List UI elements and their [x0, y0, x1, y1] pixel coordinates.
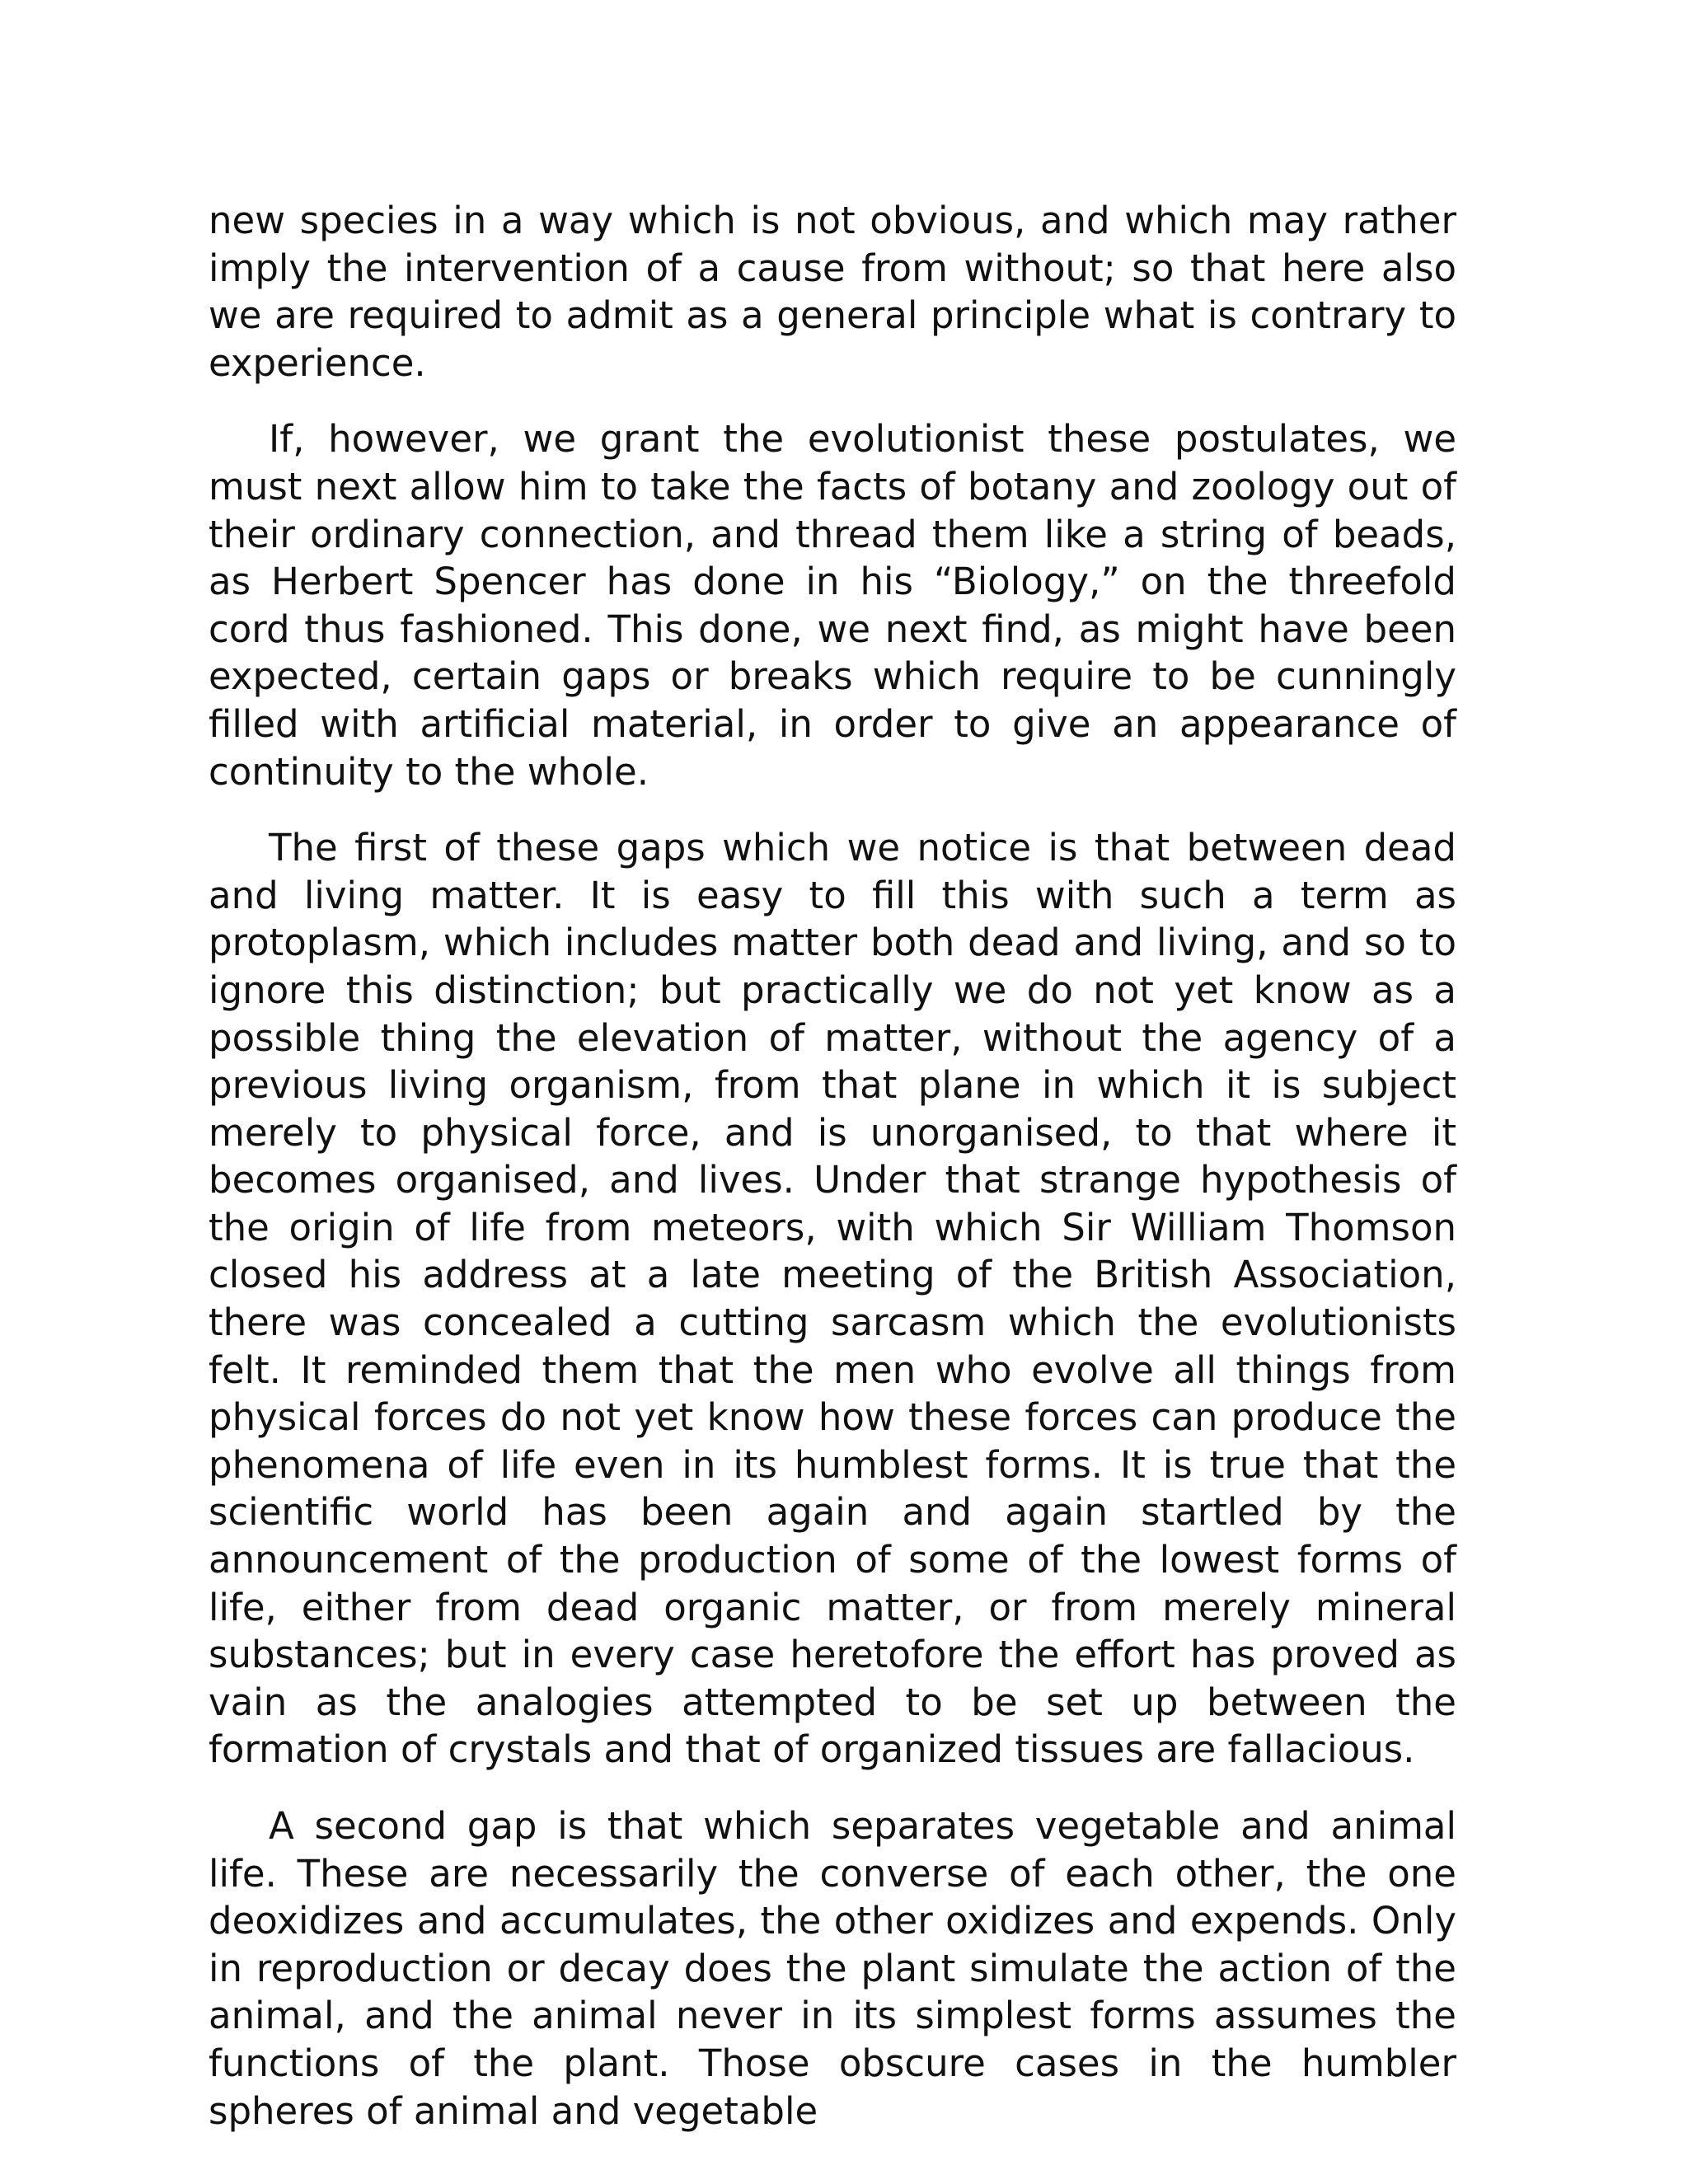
paragraph-vegetable-animal-gap: A second gap is that which separates vegetable and animal life. These are necessarily the converse of each other, the one deoxidizes and accumulates, the other oxidizes and expends. Only in reproduction or decay does the plant simulate the action of the animal, and the animal never in its simplest forms assumes the functions of the plant. Those obscure cases in the humbler spheres of animal and vegetable — [209, 1804, 1456, 2133]
paragraph-evolutionist-postulates: If, however, we grant the evolutionist these postulates, we must next allow him to take the facts of botany and zoology out of their ordinary connection, and thread them like a string of beads, as Herbert Spencer has done in his “Biology,” on the threefold cord thus fashioned. This done, we next find, as might have been expected, certain gaps or breaks which require to be cunningly filled with artificial material, in order to give an appearance of continuity to the whole. — [209, 417, 1456, 794]
paragraph-dead-living-gap: The first of these gaps which we notice is that between dead and living matter. It is easy to fill this with such a term as protoplasm, which includes matter both dead and living, and so to ignore this distinction; but practically we do not yet know as a possible thing the elevation of matter, without the agency of a previous living organism, from that plane in which it is subject merely to physical force, and is unorganised, to that where it becomes organised, and lives. Under that strange hypothesis of the origin of life from meteors, with which Sir William Thomson closed his address at a late meeting of the British Association, there was concealed a cutting sarcasm which the evolutionists felt. It reminded them that the men who evolve all things from physical forces do not yet know how these forces can produce the phenomena of life even in its humblest forms. It is true that the scientific world has been again and again startled by the announcement of the production of some of the lowest forms of life, either from dead organic matter, or from merely mineral substances; but in every case heretofore the effort has proved as vain as the analogies attempted to be set up between the formation of crystals and that of organized tissues are fallacious. — [209, 826, 1456, 1772]
body-text — [209, 197, 1456, 2163]
paragraph-continuation: new species in a way which is not obvious, and which may rather imply the intervention of a cause from without; so that here also we are required to admit as a general principle what is contrary to experience. — [209, 199, 1456, 385]
